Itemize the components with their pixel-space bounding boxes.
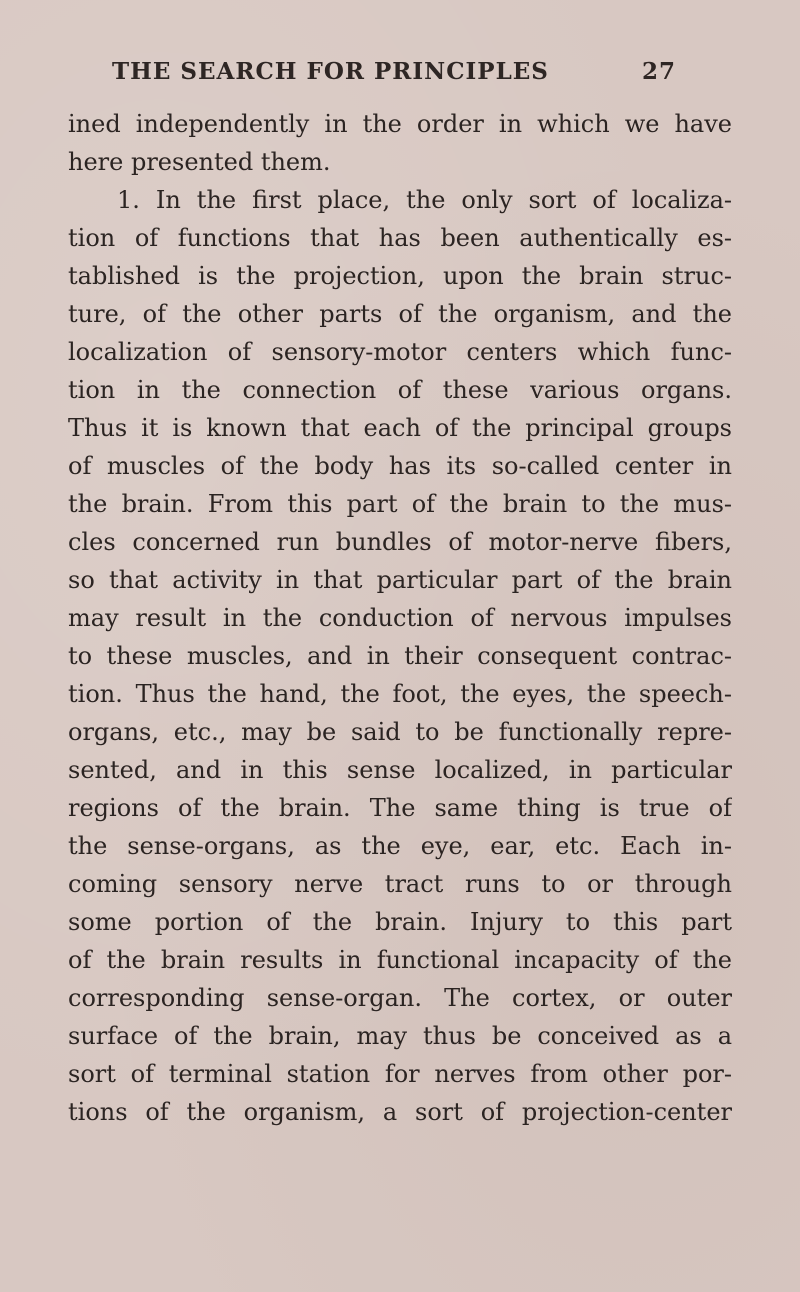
running-head bbox=[112, 58, 712, 94]
text-line: localization of sensory-motor centers which func- bbox=[68, 338, 732, 366]
running-title: THE SEARCH FOR PRINCIPLES bbox=[112, 58, 549, 85]
text-line: 1. In the first place, the only sort of localiza- bbox=[117, 186, 732, 214]
text-line: tion of functions that has been authentically es- bbox=[68, 224, 732, 252]
text-line: cles concerned run bundles of motor-nerve fibers, bbox=[68, 528, 732, 556]
text-line: corresponding sense-organ. The cortex, or outer bbox=[68, 984, 732, 1012]
page-number: 27 bbox=[642, 58, 677, 85]
text-line: tions of the organism, a sort of projection-center bbox=[68, 1098, 732, 1126]
text-line: coming sensory nerve tract runs to or through bbox=[68, 870, 732, 898]
text-line: tion in the connection of these various organs. bbox=[68, 376, 732, 404]
text-line: Thus it is known that each of the principal groups bbox=[68, 414, 732, 442]
text-line: sort of terminal station for nerves from other por- bbox=[68, 1060, 732, 1088]
text-line: of the brain results in functional incapacity of the bbox=[68, 946, 732, 974]
text-line: regions of the brain. The same thing is true of bbox=[68, 794, 732, 822]
body-text bbox=[68, 105, 732, 1131]
text-line: to these muscles, and in their consequent contrac- bbox=[68, 642, 732, 670]
text-line: ture, of the other parts of the organism, and the bbox=[68, 300, 732, 328]
text-line: tion. Thus the hand, the foot, the eyes, the speech- bbox=[68, 680, 732, 708]
text-line: sented, and in this sense localized, in particular bbox=[68, 756, 732, 784]
text-line: the brain. From this part of the brain to the mus- bbox=[68, 490, 732, 518]
text-line: some portion of the brain. Injury to this part bbox=[68, 908, 732, 936]
text-line: ined independently in the order in which we have bbox=[68, 110, 732, 138]
text-line: may result in the conduction of nervous impulses bbox=[68, 604, 732, 632]
text-line: the sense-organs, as the eye, ear, etc. Each in- bbox=[68, 832, 732, 860]
text-line: so that activity in that particular part of the brain bbox=[68, 566, 732, 594]
text-line: surface of the brain, may thus be conceived as a bbox=[68, 1022, 732, 1050]
text-line: organs, etc., may be said to be functionally repre- bbox=[68, 718, 732, 746]
text-line: tablished is the projection, upon the brain struc- bbox=[68, 262, 732, 290]
text-line: of muscles of the body has its so-called center in bbox=[68, 452, 732, 480]
text-line: here presented them. bbox=[68, 148, 331, 176]
